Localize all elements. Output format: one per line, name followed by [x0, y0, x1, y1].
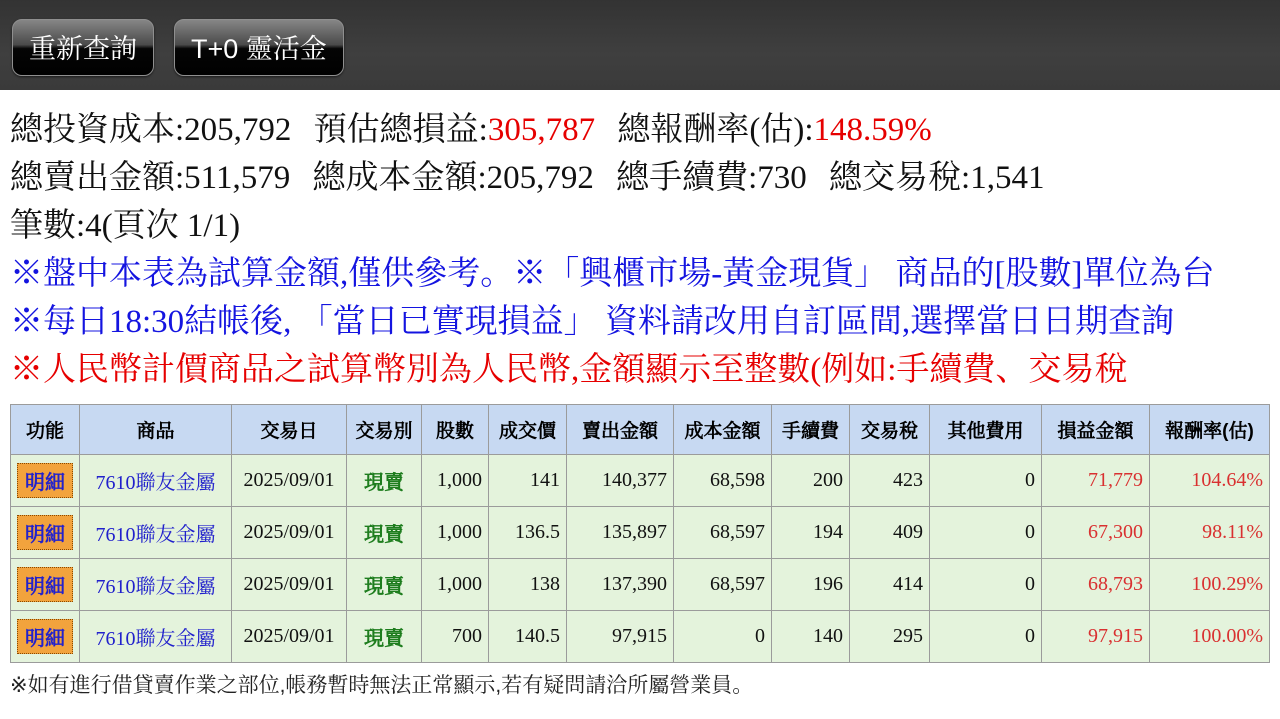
col-header-fee: 手續費 [772, 405, 850, 455]
shares-value: 1,000 [422, 559, 489, 611]
total-fee-value: 730 [757, 160, 807, 196]
detail-button[interactable]: 明細 [17, 463, 73, 498]
trade-type: 現賣 [347, 559, 422, 611]
tax-value: 295 [850, 611, 930, 663]
col-header-price: 成交價 [489, 405, 567, 455]
table-row [11, 507, 1270, 559]
total-tax-label: 總交易稅: [829, 160, 971, 196]
pl-value: 71,779 [1042, 455, 1150, 507]
requery-button[interactable]: 重新查詢 [12, 19, 154, 76]
return-est-value: 100.29% [1150, 559, 1270, 611]
col-header-trade-type: 交易別 [347, 405, 422, 455]
trade-date: 2025/09/01 [232, 611, 347, 663]
col-header-trade-date: 交易日 [232, 405, 347, 455]
other-fee-value: 0 [930, 559, 1042, 611]
total-sell-label: 總賣出金額: [10, 160, 185, 196]
total-cost-value: 205,792 [486, 160, 594, 196]
return-est-value: 98.11% [1150, 507, 1270, 559]
other-fee-value: 0 [930, 611, 1042, 663]
detail-button[interactable]: 明細 [17, 515, 73, 550]
detail-button[interactable]: 明細 [17, 567, 73, 602]
summary-line-2 [10, 154, 1280, 202]
table-row [11, 455, 1270, 507]
table-row [11, 611, 1270, 663]
fee-value: 200 [772, 455, 850, 507]
shares-value: 700 [422, 611, 489, 663]
return-est-value: 100.00% [1150, 611, 1270, 663]
col-header-shares: 股數 [422, 405, 489, 455]
sell-amount-value: 97,915 [567, 611, 674, 663]
shares-value: 1,000 [422, 455, 489, 507]
toolbar [0, 0, 1280, 90]
other-fee-value: 0 [930, 507, 1042, 559]
col-header-tax: 交易稅 [850, 405, 930, 455]
fee-value: 196 [772, 559, 850, 611]
total-investment-label: 總投資成本: [10, 112, 185, 148]
col-header-function: 功能 [11, 405, 80, 455]
sell-amount-value: 140,377 [567, 455, 674, 507]
trade-date: 2025/09/01 [232, 455, 347, 507]
notice-intraday: ※盤中本表為試算金額,僅供參考。※「興櫃市場-黃金現貨」 商品的[股數]單位為台 [10, 256, 1215, 292]
t0-flexible-fund-button[interactable]: T+0 靈活金 [174, 19, 344, 76]
fee-value: 194 [772, 507, 850, 559]
product-link[interactable]: 7610聯友金屬 [80, 559, 232, 611]
sell-amount-value: 135,897 [567, 507, 674, 559]
total-sell-value: 511,579 [184, 160, 291, 196]
tax-value: 409 [850, 507, 930, 559]
trade-type: 現賣 [347, 611, 422, 663]
trade-date: 2025/09/01 [232, 507, 347, 559]
function-cell [11, 559, 80, 611]
other-fee-value: 0 [930, 455, 1042, 507]
shares-value: 1,000 [422, 507, 489, 559]
notice-settlement: ※每日18:30結帳後, 「當日已實現損益」 資料請改用自訂區間,選擇當日日期查詢 [10, 304, 1175, 340]
table-header-row [11, 405, 1270, 455]
sell-amount-value: 137,390 [567, 559, 674, 611]
total-investment-value: 205,792 [184, 112, 292, 148]
detail-button[interactable]: 明細 [17, 619, 73, 654]
function-cell [11, 507, 80, 559]
col-header-other-fee: 其他費用 [930, 405, 1042, 455]
fee-value: 140 [772, 611, 850, 663]
cost-amount-value: 0 [674, 611, 772, 663]
price-value: 140.5 [489, 611, 567, 663]
table-row [11, 559, 1270, 611]
price-value: 136.5 [489, 507, 567, 559]
cost-amount-value: 68,598 [674, 455, 772, 507]
trade-type: 現賣 [347, 507, 422, 559]
function-cell [11, 611, 80, 663]
col-header-return-est: 報酬率(估) [1150, 405, 1270, 455]
tax-value: 423 [850, 455, 930, 507]
record-count-line: 筆數:4(頁次 1/1) [10, 208, 241, 244]
col-header-product: 商品 [80, 405, 232, 455]
est-total-pl-value: 305,787 [487, 112, 596, 148]
total-fee-label: 總手續費: [616, 160, 758, 196]
profit-loss-table [10, 404, 1270, 663]
price-value: 141 [489, 455, 567, 507]
pl-table-body [11, 455, 1270, 663]
pl-value: 67,300 [1042, 507, 1150, 559]
cost-amount-value: 68,597 [674, 559, 772, 611]
pl-value: 68,793 [1042, 559, 1150, 611]
total-return-value: 148.59% [813, 112, 932, 148]
notice-rmb: ※人民幣計價商品之試算幣別為人民幣,金額顯示至整數(例如:手續費、交易稅 [10, 352, 1128, 388]
return-est-value: 104.64% [1150, 455, 1270, 507]
price-value: 138 [489, 559, 567, 611]
total-cost-label: 總成本金額: [312, 160, 487, 196]
function-cell [11, 455, 80, 507]
est-total-pl-label: 預估總損益: [313, 112, 488, 148]
product-link[interactable]: 7610聯友金屬 [80, 507, 232, 559]
product-link[interactable]: 7610聯友金屬 [80, 611, 232, 663]
tax-value: 414 [850, 559, 930, 611]
cost-amount-value: 68,597 [674, 507, 772, 559]
total-tax-value: 1,541 [970, 160, 1045, 196]
product-link[interactable]: 7610聯友金屬 [80, 455, 232, 507]
summary-line-1 [10, 106, 1280, 154]
trade-type: 現賣 [347, 455, 422, 507]
total-return-label: 總報酬率(估): [617, 112, 814, 148]
pl-value: 97,915 [1042, 611, 1150, 663]
col-header-sell-amount: 賣出金額 [567, 405, 674, 455]
summary-section [0, 90, 1280, 394]
trade-date: 2025/09/01 [232, 559, 347, 611]
col-header-cost-amount: 成本金額 [674, 405, 772, 455]
footer-note: ※如有進行借貸賣作業之部位,帳務暫時無法正常顯示,若有疑問請洽所屬營業員。 [10, 674, 754, 697]
col-header-pl-amount: 損益金額 [1042, 405, 1150, 455]
